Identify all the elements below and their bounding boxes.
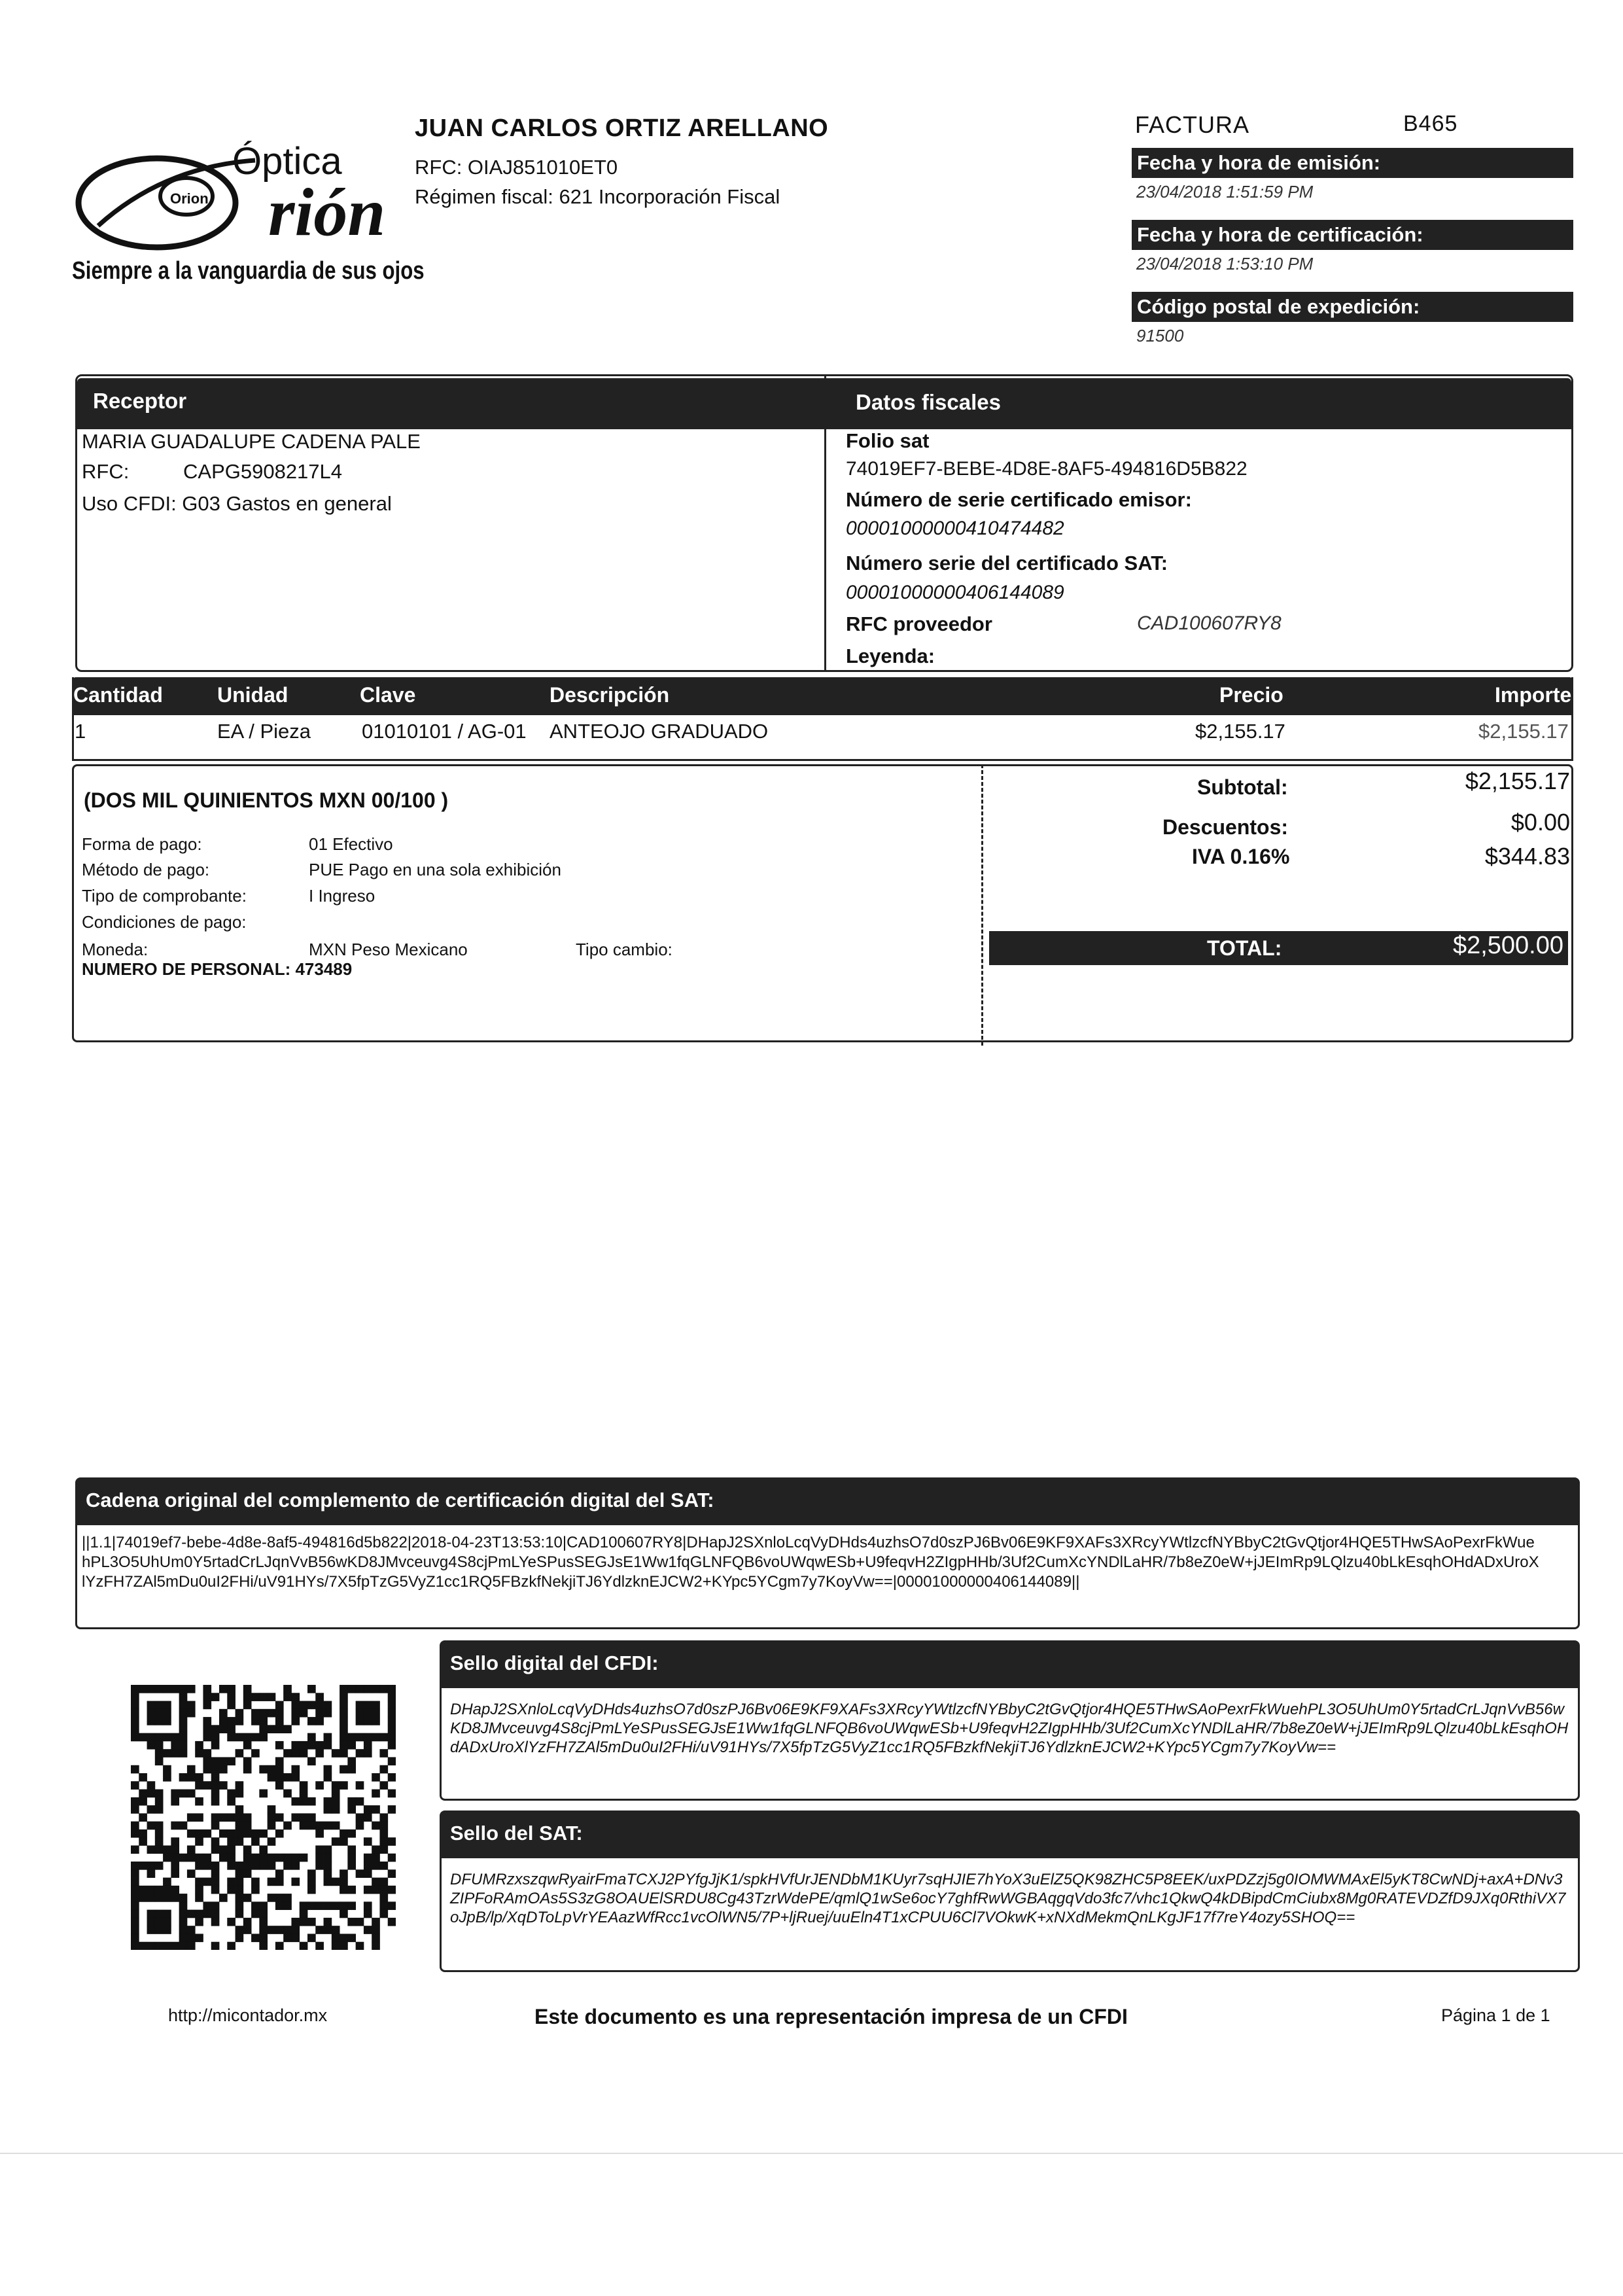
serie-emisor-value: 00001000000410474482 bbox=[846, 518, 1064, 539]
svg-text:Orion: Orion bbox=[170, 190, 209, 207]
receptor-rfc-value: CAPG5908217L4 bbox=[183, 460, 343, 483]
sello-cfdi-title: Sello digital del CFDI: bbox=[440, 1640, 1580, 1686]
row-cantidad: 1 bbox=[75, 720, 86, 743]
rfc-proveedor-value: CAD100607RY8 bbox=[1137, 612, 1282, 634]
fiscal-title: Datos fiscales bbox=[856, 390, 1001, 414]
leyenda-label: Leyenda: bbox=[846, 645, 935, 667]
logo-brand-top: Óptica bbox=[232, 140, 342, 183]
receptor-title: Receptor bbox=[93, 389, 187, 413]
receptor-rfc-label: RFC: bbox=[82, 460, 130, 483]
certification-label: Fecha y hora de certificación: bbox=[1132, 220, 1573, 250]
col-clave: Clave bbox=[360, 683, 416, 707]
col-descripcion: Descripción bbox=[550, 683, 670, 707]
col-cantidad: Cantidad bbox=[73, 683, 163, 707]
company-logo bbox=[72, 140, 425, 298]
total-value: $2,500.00 bbox=[1452, 932, 1563, 959]
col-unidad: Unidad bbox=[217, 683, 288, 707]
table-bottom-rule bbox=[72, 759, 1573, 761]
descuentos-value: $0.00 bbox=[1510, 809, 1570, 836]
table-border-right bbox=[1571, 677, 1573, 761]
tipo-comprobante-label: Tipo de comprobante: bbox=[82, 886, 247, 906]
tipo-comprobante-value: I Ingreso bbox=[309, 886, 375, 906]
postal-value: 91500 bbox=[1136, 326, 1184, 345]
items-table-header bbox=[72, 677, 1573, 715]
row-unidad: EA / Pieza bbox=[217, 720, 311, 743]
qr-code-icon bbox=[131, 1685, 396, 1950]
numero-personal: NUMERO DE PERSONAL: 473489 bbox=[82, 959, 353, 979]
moneda-value: MXN Peso Mexicano bbox=[309, 940, 468, 959]
receptor-name: MARIA GUADALUPE CADENA PALE bbox=[82, 430, 421, 453]
issuer-rfc: RFC: OIAJ851010ET0 bbox=[415, 156, 618, 179]
sello-sat-title: Sello del SAT: bbox=[440, 1810, 1580, 1856]
folio-label: Folio sat bbox=[846, 429, 930, 452]
col-precio: Precio bbox=[1219, 683, 1283, 707]
tipo-cambio-label: Tipo cambio: bbox=[576, 940, 672, 959]
issuer-regimen: Régimen fiscal: 621 Incorporación Fiscal bbox=[415, 185, 780, 208]
logo-brand-bottom: rión bbox=[268, 175, 386, 250]
postal-label: Código postal de expedición: bbox=[1132, 292, 1573, 322]
logo-tagline: Siempre a la vanguardia de sus ojos bbox=[72, 257, 425, 285]
panel-divider bbox=[824, 374, 826, 672]
footer-url: http://micontador.mx bbox=[168, 2005, 328, 2025]
metodo-pago-label: Método de pago: bbox=[82, 860, 210, 879]
row-importe: $2,155.17 bbox=[1478, 720, 1569, 743]
emission-value: 23/04/2018 1:51:59 PM bbox=[1136, 182, 1314, 202]
descuentos-label: Descuentos: bbox=[1162, 815, 1289, 839]
summary-divider bbox=[981, 764, 983, 1046]
rfc-proveedor-label: RFC proveedor bbox=[846, 612, 992, 635]
col-importe: Importe bbox=[1495, 683, 1572, 707]
subtotal-label: Subtotal: bbox=[1197, 775, 1288, 799]
iva-value: $344.83 bbox=[1484, 843, 1570, 870]
invoice-number: B465 bbox=[1403, 111, 1458, 136]
page-indicator: Página 1 de 1 bbox=[1441, 2005, 1550, 2025]
serie-sat-label: Número serie del certificado SAT: bbox=[846, 552, 1168, 574]
metodo-pago-value: PUE Pago en una sola exhibición bbox=[309, 860, 561, 879]
footer-notice: Este documento es una representación impresa de un CFDI bbox=[534, 2005, 1128, 2028]
moneda-label: Moneda: bbox=[82, 940, 148, 959]
serie-sat-value: 00001000000406144089 bbox=[846, 582, 1064, 603]
subtotal-value: $2,155.17 bbox=[1465, 768, 1570, 794]
cadena-text: ||1.1|74019ef7-bebe-4d8e-8af5-494816d5b822|2018-04-23T13:53:10|CAD100607RY8|DHapJ2SXnloLcqVyDHds4uzhsO7d0szPJ6Bv06E9KF9XAFs3XRcyYWtlzcfNYBbyC2tGvQtjor4HQE5THwSAoPexrFkWuehPL3O5UhUm0Y5rtadCrLJqnVvB56wKD8JMvceuvg4S8cjPmLYeSPusSEGJsE1Ww1fqGLNFQB6voUWqwESb+U9feqvH2ZIgpHHb/3Uf2CumXcYNDlLaHR/7b8eZ0eW+jJEImRp9LQlzu40bLkEsqhOHdADxUroXlYzFH7ZAl5mDu0uI2FHi/uV91HYs/7X5fpTzG5VyZ1cc1RQ5FBzkfNekjiTJ6YdlzknEJCW2+KYpc5YCgm7y7KoyVw==|00001000000406144089|| bbox=[82, 1534, 1539, 1591]
emission-label: Fecha y hora de emisión: bbox=[1132, 148, 1573, 178]
issuer-name: JUAN CARLOS ORTIZ ARELLANO bbox=[415, 115, 829, 142]
folio-value: 74019EF7-BEBE-4D8E-8AF5-494816D5B822 bbox=[846, 458, 1248, 480]
sello-sat-text: DFUMRzxszqwRyairFmaTCXJ2PYfgJjK1/spkHVfUrJENDbM1KUyr7sqHJIE7hYoX3uElZ5QK98ZHC5P8EEK/uxPDZzj5g0IOMWMAxEl5yKT8CwNDj+axA+DNv3ZIPFoRAmOAs5S3zG8OAUElSRDU8Cg43TzrWdePE/qmlQ1wSe6ocY7ghfRwWGBAqgqVdo3fc7/vhc1QkwQ4kDBipdCmCiubx8Mg0RATEVDZfD9JXq0RthiVX7oJpB/lp/XqDToLpVrYEAazWfRcc1vcOlWN5/7P+ljRuej/uuEln4T1xCPUU6Cl7VOkwK+xNXdMekmQnLKgJF17f7reY4ozy5SHOQ== bbox=[450, 1871, 1566, 1926]
cadena-title: Cadena original del complemento de certificación digital del SAT: bbox=[75, 1477, 1580, 1523]
total-label: TOTAL: bbox=[1207, 936, 1282, 960]
certification-value: 23/04/2018 1:53:10 PM bbox=[1136, 254, 1314, 274]
serie-emisor-label: Número de serie certificado emisor: bbox=[846, 488, 1192, 511]
row-precio: $2,155.17 bbox=[1195, 720, 1285, 743]
invoice-label: FACTURA bbox=[1135, 111, 1250, 138]
sello-cfdi-text: DHapJ2SXnloLcqVyDHds4uzhsO7d0szPJ6Bv06E9KF9XAFs3XRcyYWtlzcfNYBbyC2tGvQtjor4HQE5THwSAoPexrFkWuehPL3O5UhUm0Y5rtadCrLJqnVvB56wKD8JMvceuvg4S8cjPmLYeSPusSEGJsE1Ww1fqGLNFQB6voUWqwESb+U9feqvH2ZIgpHHb/3Uf2CumXcYNDlLaHR/7b8eZ0eW+jJEImRp9LQlzu40bLkEsqhOHdADxUroXlYzFH7ZAl5mDu0uI2FHi/uV91HYs/7X5fpTzG5VyZ1cc1RQ5FBzkfNekjiTJ6YdlzknEJCW2+KYpc5YCgm7y7KoyVw== bbox=[450, 1701, 1569, 1756]
amount-in-words: (DOS MIL QUINIENTOS MXN 00/100 ) bbox=[84, 788, 449, 812]
row-clave: 01010101 / AG-01 bbox=[362, 720, 527, 743]
condiciones-label: Condiciones de pago: bbox=[82, 912, 247, 932]
qr-code bbox=[131, 1685, 396, 1950]
forma-pago-label: Forma de pago: bbox=[82, 834, 202, 854]
page-bottom-rule bbox=[0, 2153, 1623, 2154]
panel-header-rule bbox=[77, 427, 1571, 429]
row-descripcion: ANTEOJO GRADUADO bbox=[550, 720, 769, 743]
forma-pago-value: 01 Efectivo bbox=[309, 834, 393, 854]
iva-label: IVA 0.16% bbox=[1192, 845, 1290, 868]
receptor-uso-cfdi: Uso CFDI: G03 Gastos en general bbox=[82, 492, 392, 515]
